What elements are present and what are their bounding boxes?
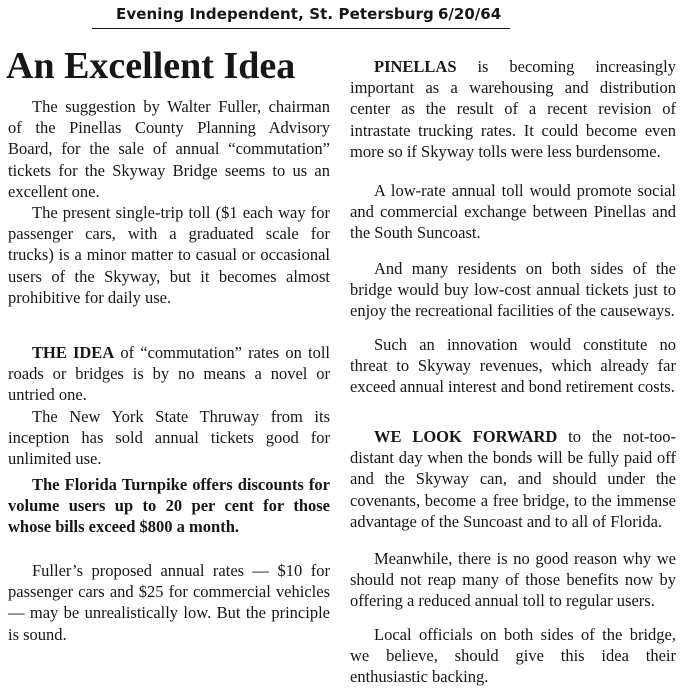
- publication-date: 6/20/64: [438, 5, 502, 23]
- paragraph-meanwhile: Meanwhile, there is no good reason why we should not reap many of those benefits now by offering a reduced annual toll to regular users.: [350, 549, 676, 611]
- paragraph-proposed-rates: Fuller’s proposed annual rates — $10 for passenger cars and $25 for commercial vehicles — may be unrealistically low. But the principle is sound.: [8, 561, 330, 644]
- masthead: [0, 0, 680, 30]
- paragraph-the-idea: THE IDEA of “commutation” rates on toll roads or bridges is by no means a novel or untried one.: [8, 343, 330, 405]
- paragraph-low-rate: A low-rate annual toll would promote social and commercial exchange between Pinellas and the South Suncoast.: [350, 181, 676, 243]
- headline: An Excellent Idea: [6, 45, 296, 87]
- paragraph-suggestion: The suggestion by Walter Fuller, chairman of the Pinellas County Planning Advisory Board, for the sale of annual “commutation” tickets for the Skyway Bridge seems to us an excellent one.: [8, 97, 330, 201]
- paragraph-residents: And many residents on both sides of the bridge would buy low-cost annual tickets just to enjoy the recreational facilities of the causeways.: [350, 259, 676, 321]
- paragraph-present-toll: The present single-trip toll ($1 each way for passenger cars, with a graduated scale for trucks) is a minor matter to casual or occasional users of the Skyway, but it becomes almost prohibitive for daily use.: [8, 203, 330, 307]
- paragraph-thruway: The New York State Thruway from its inception has sold annual tickets good for unlimited use.: [8, 407, 330, 469]
- paragraph-turnpike: The Florida Turnpike offers discounts for volume users up to 20 per cent for those whose bills exceed $800 a month.: [8, 475, 330, 537]
- paragraph-innovation: Such an innovation would constitute no threat to Skyway revenues, which already far exceed annual interest and bond retirement costs.: [350, 335, 676, 397]
- masthead-rule: [92, 28, 510, 29]
- paragraph-pinellas: PINELLAS is becoming increasingly important as a warehousing and distribution center as the result of a recent revision of intrastate trucking rates. It could become even more so if Skyway tolls were less burdensome.: [350, 57, 676, 161]
- paragraph-look-forward: WE LOOK FORWARD to the not-too-distant day when the bonds will be fully paid off and the Skyway can, and should under the covenants, become a free bridge, to the immense advantage of the Suncoast and to all of Florida.: [350, 427, 676, 531]
- publication-name: Evening Independent, St. Petersburg: [116, 5, 434, 23]
- paragraph-local-officials: Local officials on both sides of the bridge, we believe, should give this idea their enthusiastic backing.: [350, 625, 676, 687]
